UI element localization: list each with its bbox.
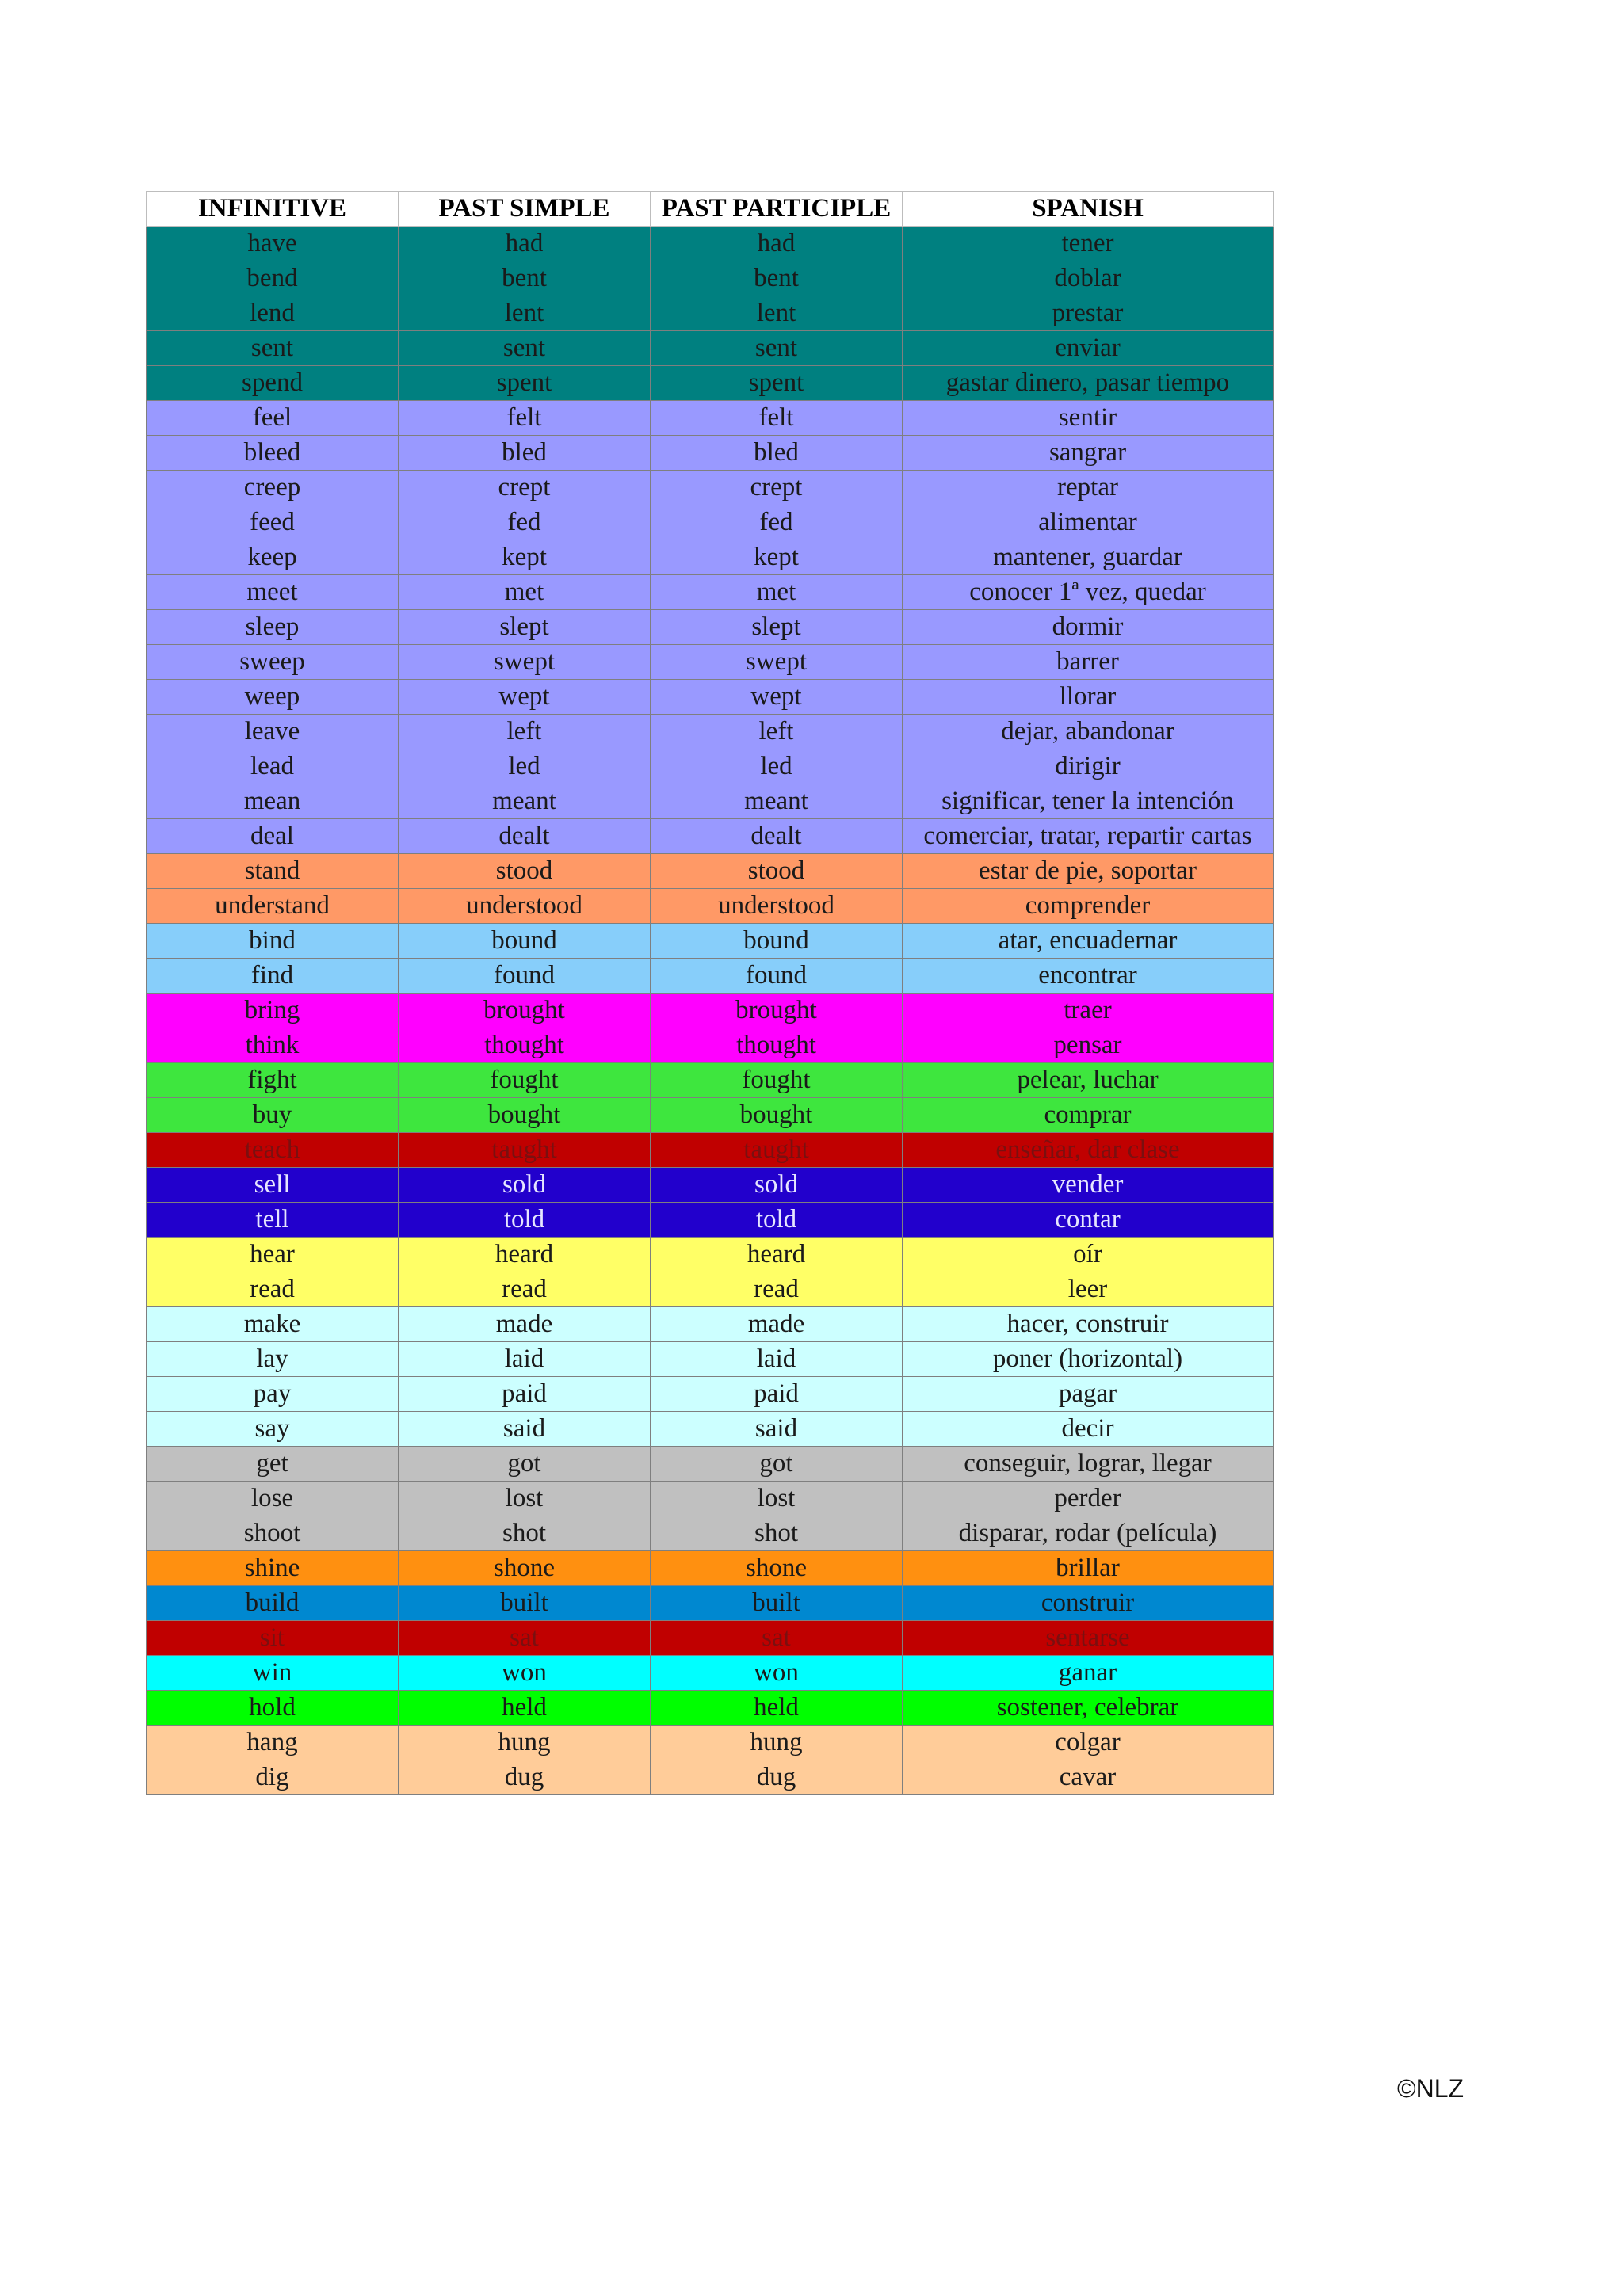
table-row: [147, 1168, 1274, 1203]
table-row: [147, 471, 1274, 505]
spanish-cell: construir: [903, 1586, 1274, 1621]
table-row: [147, 1551, 1274, 1586]
header-past-participle: PAST PARTICIPLE: [651, 192, 903, 227]
spanish-cell: llorar: [903, 680, 1274, 715]
table-row: [147, 1307, 1274, 1342]
table-row: [147, 261, 1274, 296]
infinitive-cell: lose: [147, 1482, 399, 1516]
spanish-cell: cavar: [903, 1760, 1274, 1795]
infinitive-cell: sit: [147, 1621, 399, 1656]
past-participle-cell: kept: [651, 540, 903, 575]
past-participle-cell: bound: [651, 924, 903, 959]
past-simple-cell: got: [399, 1447, 651, 1482]
infinitive-cell: shine: [147, 1551, 399, 1586]
infinitive-cell: sent: [147, 331, 399, 366]
table-row: [147, 994, 1274, 1028]
past-simple-cell: had: [399, 227, 651, 261]
table-row: [147, 296, 1274, 331]
past-simple-cell: met: [399, 575, 651, 610]
past-participle-cell: laid: [651, 1342, 903, 1377]
past-simple-cell: bound: [399, 924, 651, 959]
infinitive-cell: keep: [147, 540, 399, 575]
table-row: [147, 436, 1274, 471]
past-participle-cell: met: [651, 575, 903, 610]
spanish-cell: pelear, luchar: [903, 1063, 1274, 1098]
past-participle-cell: meant: [651, 784, 903, 819]
infinitive-cell: sweep: [147, 645, 399, 680]
table-row: [147, 1621, 1274, 1656]
past-simple-cell: taught: [399, 1133, 651, 1168]
infinitive-cell: feed: [147, 505, 399, 540]
header-spanish: SPANISH: [903, 192, 1274, 227]
spanish-cell: traer: [903, 994, 1274, 1028]
spanish-cell: sentarse: [903, 1621, 1274, 1656]
infinitive-cell: tell: [147, 1203, 399, 1238]
infinitive-cell: say: [147, 1412, 399, 1447]
past-simple-cell: read: [399, 1272, 651, 1307]
infinitive-cell: mean: [147, 784, 399, 819]
table-row: [147, 889, 1274, 924]
table-row: [147, 610, 1274, 645]
past-participle-cell: fed: [651, 505, 903, 540]
past-participle-cell: stood: [651, 854, 903, 889]
table-row: [147, 331, 1274, 366]
past-simple-cell: told: [399, 1203, 651, 1238]
past-simple-cell: slept: [399, 610, 651, 645]
past-participle-cell: held: [651, 1691, 903, 1726]
infinitive-cell: think: [147, 1028, 399, 1063]
spanish-cell: conseguir, lograr, llegar: [903, 1447, 1274, 1482]
past-participle-cell: slept: [651, 610, 903, 645]
table-row: [147, 575, 1274, 610]
past-participle-cell: thought: [651, 1028, 903, 1063]
table-row: [147, 1412, 1274, 1447]
infinitive-cell: have: [147, 227, 399, 261]
past-participle-cell: felt: [651, 401, 903, 436]
spanish-cell: comerciar, tratar, repartir cartas: [903, 819, 1274, 854]
infinitive-cell: bring: [147, 994, 399, 1028]
past-participle-cell: found: [651, 959, 903, 994]
past-participle-cell: shone: [651, 1551, 903, 1586]
spanish-cell: significar, tener la intención: [903, 784, 1274, 819]
spanish-cell: dejar, abandonar: [903, 715, 1274, 749]
table-row: [147, 1656, 1274, 1691]
table-row: [147, 1272, 1274, 1307]
header-past-simple: PAST SIMPLE: [399, 192, 651, 227]
past-simple-cell: shot: [399, 1516, 651, 1551]
infinitive-cell: hold: [147, 1691, 399, 1726]
infinitive-cell: weep: [147, 680, 399, 715]
table-row: [147, 1482, 1274, 1516]
spanish-cell: alimentar: [903, 505, 1274, 540]
spanish-cell: ganar: [903, 1656, 1274, 1691]
past-participle-cell: got: [651, 1447, 903, 1482]
past-participle-cell: dealt: [651, 819, 903, 854]
table-row: [147, 819, 1274, 854]
table-row: [147, 784, 1274, 819]
past-participle-cell: made: [651, 1307, 903, 1342]
spanish-cell: sentir: [903, 401, 1274, 436]
table-row: [147, 227, 1274, 261]
past-simple-cell: sent: [399, 331, 651, 366]
header-infinitive: INFINITIVE: [147, 192, 399, 227]
spanish-cell: comprender: [903, 889, 1274, 924]
infinitive-cell: teach: [147, 1133, 399, 1168]
past-participle-cell: spent: [651, 366, 903, 401]
past-simple-cell: built: [399, 1586, 651, 1621]
table-row: [147, 1726, 1274, 1760]
past-simple-cell: sold: [399, 1168, 651, 1203]
table-row: [147, 959, 1274, 994]
spanish-cell: reptar: [903, 471, 1274, 505]
spanish-cell: mantener, guardar: [903, 540, 1274, 575]
past-participle-cell: bled: [651, 436, 903, 471]
spanish-cell: gastar dinero, pasar tiempo: [903, 366, 1274, 401]
spanish-cell: pensar: [903, 1028, 1274, 1063]
past-participle-cell: fought: [651, 1063, 903, 1098]
infinitive-cell: feel: [147, 401, 399, 436]
past-participle-cell: bent: [651, 261, 903, 296]
past-participle-cell: said: [651, 1412, 903, 1447]
past-participle-cell: lent: [651, 296, 903, 331]
past-simple-cell: crept: [399, 471, 651, 505]
past-participle-cell: bought: [651, 1098, 903, 1133]
infinitive-cell: meet: [147, 575, 399, 610]
infinitive-cell: leave: [147, 715, 399, 749]
past-participle-cell: brought: [651, 994, 903, 1028]
spanish-cell: leer: [903, 1272, 1274, 1307]
infinitive-cell: buy: [147, 1098, 399, 1133]
past-simple-cell: brought: [399, 994, 651, 1028]
spanish-cell: dirigir: [903, 749, 1274, 784]
infinitive-cell: bend: [147, 261, 399, 296]
spanish-cell: vender: [903, 1168, 1274, 1203]
spanish-cell: tener: [903, 227, 1274, 261]
infinitive-cell: deal: [147, 819, 399, 854]
table-row: [147, 1063, 1274, 1098]
past-simple-cell: shone: [399, 1551, 651, 1586]
infinitive-cell: find: [147, 959, 399, 994]
infinitive-cell: hang: [147, 1726, 399, 1760]
past-simple-cell: held: [399, 1691, 651, 1726]
infinitive-cell: understand: [147, 889, 399, 924]
infinitive-cell: hear: [147, 1238, 399, 1272]
table-row: [147, 366, 1274, 401]
past-participle-cell: dug: [651, 1760, 903, 1795]
table-row: [147, 505, 1274, 540]
past-simple-cell: kept: [399, 540, 651, 575]
spanish-cell: enseñar, dar clase: [903, 1133, 1274, 1168]
table-row: [147, 540, 1274, 575]
table-row: [147, 401, 1274, 436]
past-simple-cell: found: [399, 959, 651, 994]
spanish-cell: contar: [903, 1203, 1274, 1238]
table-row: [147, 715, 1274, 749]
past-participle-cell: lost: [651, 1482, 903, 1516]
table-row: [147, 1760, 1274, 1795]
past-participle-cell: sent: [651, 331, 903, 366]
past-simple-cell: fought: [399, 1063, 651, 1098]
past-participle-cell: read: [651, 1272, 903, 1307]
infinitive-cell: pay: [147, 1377, 399, 1412]
infinitive-cell: lend: [147, 296, 399, 331]
past-simple-cell: bled: [399, 436, 651, 471]
past-simple-cell: thought: [399, 1028, 651, 1063]
past-participle-cell: built: [651, 1586, 903, 1621]
spanish-cell: atar, encuadernar: [903, 924, 1274, 959]
spanish-cell: hacer, construir: [903, 1307, 1274, 1342]
infinitive-cell: stand: [147, 854, 399, 889]
table-body: [147, 227, 1274, 1795]
past-simple-cell: hung: [399, 1726, 651, 1760]
table-header: [147, 192, 1274, 227]
infinitive-cell: spend: [147, 366, 399, 401]
infinitive-cell: win: [147, 1656, 399, 1691]
table-row: [147, 1342, 1274, 1377]
past-participle-cell: told: [651, 1203, 903, 1238]
table-row: [147, 1203, 1274, 1238]
past-participle-cell: won: [651, 1656, 903, 1691]
table-row: [147, 1377, 1274, 1412]
past-simple-cell: understood: [399, 889, 651, 924]
infinitive-cell: get: [147, 1447, 399, 1482]
past-participle-cell: led: [651, 749, 903, 784]
copyright-mark: ©NLZ: [1397, 2074, 1465, 2103]
past-simple-cell: left: [399, 715, 651, 749]
past-simple-cell: said: [399, 1412, 651, 1447]
infinitive-cell: bind: [147, 924, 399, 959]
spanish-cell: sostener, celebrar: [903, 1691, 1274, 1726]
table-row: [147, 1691, 1274, 1726]
infinitive-cell: bleed: [147, 436, 399, 471]
spanish-cell: disparar, rodar (película): [903, 1516, 1274, 1551]
spanish-cell: brillar: [903, 1551, 1274, 1586]
past-simple-cell: meant: [399, 784, 651, 819]
past-participle-cell: had: [651, 227, 903, 261]
past-simple-cell: laid: [399, 1342, 651, 1377]
spanish-cell: barrer: [903, 645, 1274, 680]
table-row: [147, 1238, 1274, 1272]
infinitive-cell: dig: [147, 1760, 399, 1795]
spanish-cell: doblar: [903, 261, 1274, 296]
spanish-cell: comprar: [903, 1098, 1274, 1133]
spanish-cell: estar de pie, soportar: [903, 854, 1274, 889]
table-row: [147, 645, 1274, 680]
table-row: [147, 749, 1274, 784]
past-simple-cell: won: [399, 1656, 651, 1691]
past-participle-cell: crept: [651, 471, 903, 505]
past-participle-cell: sat: [651, 1621, 903, 1656]
past-simple-cell: wept: [399, 680, 651, 715]
table-row: [147, 924, 1274, 959]
past-participle-cell: left: [651, 715, 903, 749]
spanish-cell: perder: [903, 1482, 1274, 1516]
infinitive-cell: lead: [147, 749, 399, 784]
spanish-cell: oír: [903, 1238, 1274, 1272]
past-simple-cell: bought: [399, 1098, 651, 1133]
table-row: [147, 1586, 1274, 1621]
table-row: [147, 1447, 1274, 1482]
spanish-cell: pagar: [903, 1377, 1274, 1412]
infinitive-cell: creep: [147, 471, 399, 505]
infinitive-cell: build: [147, 1586, 399, 1621]
past-simple-cell: lost: [399, 1482, 651, 1516]
infinitive-cell: fight: [147, 1063, 399, 1098]
past-simple-cell: felt: [399, 401, 651, 436]
past-simple-cell: stood: [399, 854, 651, 889]
past-simple-cell: dealt: [399, 819, 651, 854]
table-row: [147, 680, 1274, 715]
past-simple-cell: fed: [399, 505, 651, 540]
spanish-cell: conocer 1ª vez, quedar: [903, 575, 1274, 610]
past-simple-cell: swept: [399, 645, 651, 680]
past-participle-cell: paid: [651, 1377, 903, 1412]
past-simple-cell: sat: [399, 1621, 651, 1656]
spanish-cell: enviar: [903, 331, 1274, 366]
table-row: [147, 1133, 1274, 1168]
past-participle-cell: shot: [651, 1516, 903, 1551]
past-participle-cell: wept: [651, 680, 903, 715]
past-simple-cell: bent: [399, 261, 651, 296]
header-row: [147, 192, 1274, 227]
infinitive-cell: make: [147, 1307, 399, 1342]
spanish-cell: dormir: [903, 610, 1274, 645]
table-row: [147, 1516, 1274, 1551]
spanish-cell: colgar: [903, 1726, 1274, 1760]
spanish-cell: decir: [903, 1412, 1274, 1447]
table-row: [147, 1028, 1274, 1063]
past-participle-cell: taught: [651, 1133, 903, 1168]
irregular-verbs-table: [146, 191, 1274, 1795]
spanish-cell: poner (horizontal): [903, 1342, 1274, 1377]
past-simple-cell: lent: [399, 296, 651, 331]
infinitive-cell: lay: [147, 1342, 399, 1377]
spanish-cell: prestar: [903, 296, 1274, 331]
past-simple-cell: made: [399, 1307, 651, 1342]
past-simple-cell: dug: [399, 1760, 651, 1795]
infinitive-cell: sell: [147, 1168, 399, 1203]
infinitive-cell: read: [147, 1272, 399, 1307]
past-participle-cell: understood: [651, 889, 903, 924]
past-participle-cell: sold: [651, 1168, 903, 1203]
past-participle-cell: hung: [651, 1726, 903, 1760]
past-participle-cell: heard: [651, 1238, 903, 1272]
past-participle-cell: swept: [651, 645, 903, 680]
past-simple-cell: spent: [399, 366, 651, 401]
past-simple-cell: heard: [399, 1238, 651, 1272]
infinitive-cell: sleep: [147, 610, 399, 645]
infinitive-cell: shoot: [147, 1516, 399, 1551]
spanish-cell: encontrar: [903, 959, 1274, 994]
table-row: [147, 1098, 1274, 1133]
past-simple-cell: led: [399, 749, 651, 784]
spanish-cell: sangrar: [903, 436, 1274, 471]
table-row: [147, 854, 1274, 889]
past-simple-cell: paid: [399, 1377, 651, 1412]
